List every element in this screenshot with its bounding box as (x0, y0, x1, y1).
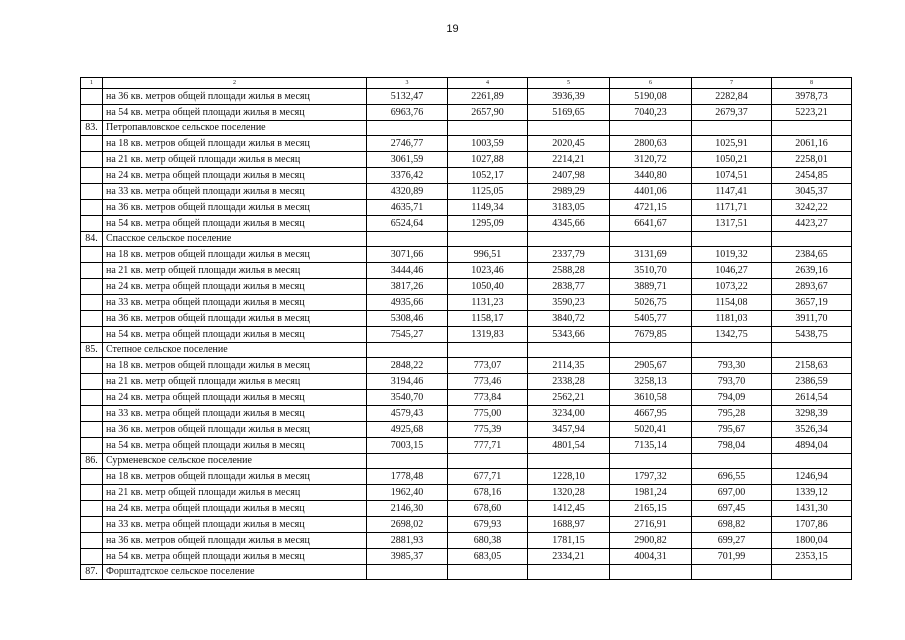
value-cell: 2158,63 (772, 358, 852, 374)
value-cell: 3440,80 (610, 168, 692, 184)
value-cell: 683,05 (448, 549, 528, 565)
value-cell: 7545,27 (367, 327, 448, 343)
tariff-table (80, 77, 852, 580)
value-cell: 2214,21 (528, 152, 610, 168)
row-label: на 33 кв. метра общей площади жилья в месяц (103, 517, 367, 533)
value-cell: 2838,77 (528, 279, 610, 295)
value-cell: 680,38 (448, 533, 528, 549)
value-cell: 2384,65 (772, 247, 852, 263)
value-cell: 1317,51 (692, 216, 772, 232)
value-cell: 2454,85 (772, 168, 852, 184)
value-cell: 3120,72 (610, 152, 692, 168)
value-cell: 2261,89 (448, 89, 528, 105)
value-cell: 5308,46 (367, 311, 448, 327)
empty-cell (81, 200, 103, 216)
column-number: 6 (610, 78, 692, 89)
value-cell: 2334,21 (528, 549, 610, 565)
value-cell: 2614,54 (772, 390, 852, 406)
empty-cell (610, 343, 692, 358)
value-cell: 3183,05 (528, 200, 610, 216)
row-label: на 36 кв. метров общей площади жилья в месяц (103, 533, 367, 549)
empty-cell (81, 152, 103, 168)
value-cell: 1073,22 (692, 279, 772, 295)
table-row (81, 406, 852, 422)
value-cell: 1158,17 (448, 311, 528, 327)
value-cell: 4894,04 (772, 438, 852, 454)
empty-cell (81, 549, 103, 565)
value-cell: 775,39 (448, 422, 528, 438)
value-cell: 6963,76 (367, 105, 448, 121)
value-cell: 795,67 (692, 422, 772, 438)
empty-cell (610, 454, 692, 469)
value-cell: 4635,71 (367, 200, 448, 216)
settlement-header-row (81, 565, 852, 580)
value-cell: 3045,37 (772, 184, 852, 200)
empty-cell (772, 454, 852, 469)
value-cell: 773,84 (448, 390, 528, 406)
value-cell: 1023,46 (448, 263, 528, 279)
empty-cell (367, 454, 448, 469)
empty-cell (448, 454, 528, 469)
value-cell: 1797,32 (610, 469, 692, 485)
value-cell: 3657,19 (772, 295, 852, 311)
empty-cell (81, 263, 103, 279)
value-cell: 7040,23 (610, 105, 692, 121)
value-cell: 2338,28 (528, 374, 610, 390)
empty-cell (772, 343, 852, 358)
empty-cell (448, 343, 528, 358)
empty-cell (367, 343, 448, 358)
value-cell: 4935,66 (367, 295, 448, 311)
value-cell: 1320,28 (528, 485, 610, 501)
empty-cell (81, 89, 103, 105)
empty-cell (528, 343, 610, 358)
value-cell: 1342,75 (692, 327, 772, 343)
value-cell: 3131,69 (610, 247, 692, 263)
value-cell: 678,60 (448, 501, 528, 517)
value-cell: 3936,39 (528, 89, 610, 105)
empty-cell (528, 121, 610, 136)
value-cell: 3234,00 (528, 406, 610, 422)
value-cell: 1781,15 (528, 533, 610, 549)
row-label: на 21 кв. метр общей площади жилья в месяц (103, 263, 367, 279)
table-row (81, 327, 852, 343)
empty-cell (81, 517, 103, 533)
settlement-header-row (81, 232, 852, 247)
empty-cell (772, 232, 852, 247)
settlement-name: Петропавловское сельское поселение (103, 121, 367, 136)
empty-cell (367, 232, 448, 247)
table-row (81, 549, 852, 565)
value-cell: 696,55 (692, 469, 772, 485)
table-row (81, 438, 852, 454)
value-cell: 2282,84 (692, 89, 772, 105)
row-label: на 18 кв. метров общей площади жилья в месяц (103, 469, 367, 485)
empty-cell (610, 121, 692, 136)
settlement-name: Степное сельское поселение (103, 343, 367, 358)
value-cell: 3978,73 (772, 89, 852, 105)
value-cell: 1778,48 (367, 469, 448, 485)
value-cell: 2800,63 (610, 136, 692, 152)
empty-cell (692, 121, 772, 136)
empty-cell (528, 454, 610, 469)
value-cell: 4004,31 (610, 549, 692, 565)
value-cell: 1800,04 (772, 533, 852, 549)
value-cell: 3510,70 (610, 263, 692, 279)
empty-cell (81, 406, 103, 422)
row-label: на 54 кв. метра общей площади жилья в месяц (103, 327, 367, 343)
column-number: 3 (367, 78, 448, 89)
value-cell: 677,71 (448, 469, 528, 485)
value-cell: 3840,72 (528, 311, 610, 327)
value-cell: 2848,22 (367, 358, 448, 374)
value-cell: 2679,37 (692, 105, 772, 121)
value-cell: 2905,67 (610, 358, 692, 374)
row-label: на 21 кв. метр общей площади жилья в месяц (103, 152, 367, 168)
table-row (81, 517, 852, 533)
value-cell: 1147,41 (692, 184, 772, 200)
table-row (81, 422, 852, 438)
row-label: на 33 кв. метра общей площади жилья в месяц (103, 406, 367, 422)
row-label: на 54 кв. метра общей площади жилья в месяц (103, 105, 367, 121)
empty-cell (81, 105, 103, 121)
empty-cell (81, 390, 103, 406)
value-cell: 3194,46 (367, 374, 448, 390)
value-cell: 5343,66 (528, 327, 610, 343)
empty-cell (81, 279, 103, 295)
value-cell: 7003,15 (367, 438, 448, 454)
value-cell: 1074,51 (692, 168, 772, 184)
table-body (81, 78, 852, 580)
value-cell: 1246,94 (772, 469, 852, 485)
value-cell: 1171,71 (692, 200, 772, 216)
row-label: на 18 кв. метров общей площади жилья в месяц (103, 247, 367, 263)
value-cell: 5169,65 (528, 105, 610, 121)
value-cell: 7135,14 (610, 438, 692, 454)
table-row (81, 184, 852, 200)
row-label: на 24 кв. метра общей площади жилья в месяц (103, 279, 367, 295)
value-cell: 2989,29 (528, 184, 610, 200)
value-cell: 1046,27 (692, 263, 772, 279)
value-cell: 1431,30 (772, 501, 852, 517)
table-row (81, 469, 852, 485)
value-cell: 1228,10 (528, 469, 610, 485)
value-cell: 2061,16 (772, 136, 852, 152)
column-number: 4 (448, 78, 528, 89)
value-cell: 1295,09 (448, 216, 528, 232)
empty-cell (772, 121, 852, 136)
row-label: на 36 кв. метров общей площади жилья в месяц (103, 311, 367, 327)
empty-cell (772, 565, 852, 580)
empty-cell (81, 469, 103, 485)
table-row (81, 374, 852, 390)
value-cell: 2746,77 (367, 136, 448, 152)
value-cell: 5020,41 (610, 422, 692, 438)
settlement-number: 84. (81, 232, 103, 247)
value-cell: 697,45 (692, 501, 772, 517)
empty-cell (81, 438, 103, 454)
value-cell: 1154,08 (692, 295, 772, 311)
value-cell: 1339,12 (772, 485, 852, 501)
value-cell: 793,30 (692, 358, 772, 374)
table-row (81, 89, 852, 105)
empty-cell (692, 565, 772, 580)
row-label: на 21 кв. метр общей площади жилья в месяц (103, 374, 367, 390)
value-cell: 5438,75 (772, 327, 852, 343)
value-cell: 3071,66 (367, 247, 448, 263)
value-cell: 3061,59 (367, 152, 448, 168)
value-cell: 6524,64 (367, 216, 448, 232)
value-cell: 4667,95 (610, 406, 692, 422)
empty-cell (692, 343, 772, 358)
empty-cell (692, 454, 772, 469)
value-cell: 1025,91 (692, 136, 772, 152)
value-cell: 2588,28 (528, 263, 610, 279)
value-cell: 4345,66 (528, 216, 610, 232)
empty-cell (610, 565, 692, 580)
value-cell: 3911,70 (772, 311, 852, 327)
value-cell: 2716,91 (610, 517, 692, 533)
value-cell: 1052,17 (448, 168, 528, 184)
value-cell: 4401,06 (610, 184, 692, 200)
value-cell: 3610,58 (610, 390, 692, 406)
value-cell: 5132,47 (367, 89, 448, 105)
table-row (81, 358, 852, 374)
value-cell: 793,70 (692, 374, 772, 390)
row-label: на 21 кв. метр общей площади жилья в месяц (103, 485, 367, 501)
value-cell: 3242,22 (772, 200, 852, 216)
row-label: на 18 кв. метров общей площади жилья в месяц (103, 136, 367, 152)
table-row (81, 390, 852, 406)
empty-cell (81, 168, 103, 184)
value-cell: 2114,35 (528, 358, 610, 374)
value-cell: 2881,93 (367, 533, 448, 549)
value-cell: 5190,08 (610, 89, 692, 105)
value-cell: 4721,15 (610, 200, 692, 216)
empty-cell (367, 121, 448, 136)
column-number: 2 (103, 78, 367, 89)
empty-cell (692, 232, 772, 247)
value-cell: 3444,46 (367, 263, 448, 279)
value-cell: 2562,21 (528, 390, 610, 406)
row-label: на 24 кв. метра общей площади жилья в месяц (103, 168, 367, 184)
value-cell: 3590,23 (528, 295, 610, 311)
value-cell: 2146,30 (367, 501, 448, 517)
settlement-number: 85. (81, 343, 103, 358)
empty-cell (367, 565, 448, 580)
value-cell: 777,71 (448, 438, 528, 454)
settlement-name: Сурменевское сельское поселение (103, 454, 367, 469)
row-label: на 33 кв. метра общей площади жилья в месяц (103, 295, 367, 311)
empty-cell (81, 422, 103, 438)
row-label: на 36 кв. метров общей площади жилья в месяц (103, 89, 367, 105)
value-cell: 2657,90 (448, 105, 528, 121)
empty-cell (528, 232, 610, 247)
value-cell: 1319,83 (448, 327, 528, 343)
settlement-name: Спасское сельское поселение (103, 232, 367, 247)
table-row (81, 533, 852, 549)
value-cell: 794,09 (692, 390, 772, 406)
row-label: на 54 кв. метра общей площади жилья в месяц (103, 438, 367, 454)
value-cell: 3540,70 (367, 390, 448, 406)
value-cell: 3258,13 (610, 374, 692, 390)
value-cell: 2407,98 (528, 168, 610, 184)
settlement-header-row (81, 343, 852, 358)
column-number: 7 (692, 78, 772, 89)
value-cell: 773,46 (448, 374, 528, 390)
column-number-row (81, 78, 852, 89)
table-row (81, 279, 852, 295)
value-cell: 1412,45 (528, 501, 610, 517)
value-cell: 3889,71 (610, 279, 692, 295)
value-cell: 5026,75 (610, 295, 692, 311)
value-cell: 4320,89 (367, 184, 448, 200)
value-cell: 679,93 (448, 517, 528, 533)
value-cell: 1027,88 (448, 152, 528, 168)
value-cell: 3376,42 (367, 168, 448, 184)
row-label: на 36 кв. метров общей площади жилья в месяц (103, 422, 367, 438)
value-cell: 2698,02 (367, 517, 448, 533)
value-cell: 701,99 (692, 549, 772, 565)
value-cell: 4801,54 (528, 438, 610, 454)
table-row (81, 168, 852, 184)
value-cell: 3526,34 (772, 422, 852, 438)
table-row (81, 105, 852, 121)
settlement-number: 83. (81, 121, 103, 136)
table-row (81, 216, 852, 232)
value-cell: 4925,68 (367, 422, 448, 438)
row-label: на 24 кв. метра общей площади жилья в месяц (103, 390, 367, 406)
empty-cell (81, 184, 103, 200)
empty-cell (81, 311, 103, 327)
row-label: на 18 кв. метров общей площади жилья в месяц (103, 358, 367, 374)
value-cell: 2639,16 (772, 263, 852, 279)
settlement-header-row (81, 121, 852, 136)
table-row (81, 247, 852, 263)
empty-cell (81, 501, 103, 517)
value-cell: 2353,15 (772, 549, 852, 565)
value-cell: 775,00 (448, 406, 528, 422)
empty-cell (81, 216, 103, 232)
empty-cell (448, 232, 528, 247)
empty-cell (448, 565, 528, 580)
value-cell: 1131,23 (448, 295, 528, 311)
row-label: на 54 кв. метра общей площади жилья в месяц (103, 549, 367, 565)
value-cell: 2020,45 (528, 136, 610, 152)
empty-cell (81, 247, 103, 263)
value-cell: 3817,26 (367, 279, 448, 295)
column-number: 1 (81, 78, 103, 89)
empty-cell (81, 327, 103, 343)
value-cell: 2337,79 (528, 247, 610, 263)
value-cell: 2900,82 (610, 533, 692, 549)
value-cell: 795,28 (692, 406, 772, 422)
value-cell: 3457,94 (528, 422, 610, 438)
settlement-number: 87. (81, 565, 103, 580)
value-cell: 698,82 (692, 517, 772, 533)
value-cell: 3298,39 (772, 406, 852, 422)
settlement-name: Форштадтское сельское поселение (103, 565, 367, 580)
value-cell: 996,51 (448, 247, 528, 263)
value-cell: 798,04 (692, 438, 772, 454)
empty-cell (81, 533, 103, 549)
value-cell: 1125,05 (448, 184, 528, 200)
value-cell: 678,16 (448, 485, 528, 501)
value-cell: 1050,40 (448, 279, 528, 295)
value-cell: 2386,59 (772, 374, 852, 390)
empty-cell (528, 565, 610, 580)
column-number: 5 (528, 78, 610, 89)
value-cell: 1019,32 (692, 247, 772, 263)
value-cell: 2165,15 (610, 501, 692, 517)
empty-cell (448, 121, 528, 136)
table-row (81, 200, 852, 216)
table-row (81, 136, 852, 152)
value-cell: 1707,86 (772, 517, 852, 533)
table-row (81, 485, 852, 501)
value-cell: 1688,97 (528, 517, 610, 533)
empty-cell (81, 136, 103, 152)
settlement-number: 86. (81, 454, 103, 469)
value-cell: 1149,34 (448, 200, 528, 216)
empty-cell (610, 232, 692, 247)
empty-cell (81, 485, 103, 501)
empty-cell (81, 295, 103, 311)
column-number: 8 (772, 78, 852, 89)
value-cell: 3985,37 (367, 549, 448, 565)
empty-cell (81, 374, 103, 390)
row-label: на 24 кв. метра общей площади жилья в месяц (103, 501, 367, 517)
table-row (81, 295, 852, 311)
empty-cell (81, 358, 103, 374)
value-cell: 697,00 (692, 485, 772, 501)
value-cell: 773,07 (448, 358, 528, 374)
value-cell: 5223,21 (772, 105, 852, 121)
row-label: на 36 кв. метров общей площади жилья в месяц (103, 200, 367, 216)
settlement-header-row (81, 454, 852, 469)
row-label: на 33 кв. метра общей площади жилья в месяц (103, 184, 367, 200)
value-cell: 1962,40 (367, 485, 448, 501)
value-cell: 6641,67 (610, 216, 692, 232)
table-row (81, 311, 852, 327)
page-number: 19 (446, 23, 459, 35)
value-cell: 5405,77 (610, 311, 692, 327)
row-label: на 54 кв. метра общей площади жилья в месяц (103, 216, 367, 232)
value-cell: 1050,21 (692, 152, 772, 168)
value-cell: 4423,27 (772, 216, 852, 232)
value-cell: 699,27 (692, 533, 772, 549)
value-cell: 1003,59 (448, 136, 528, 152)
value-cell: 7679,85 (610, 327, 692, 343)
value-cell: 2893,67 (772, 279, 852, 295)
table-row (81, 263, 852, 279)
table-row (81, 501, 852, 517)
value-cell: 2258,01 (772, 152, 852, 168)
table-row (81, 152, 852, 168)
value-cell: 4579,43 (367, 406, 448, 422)
value-cell: 1981,24 (610, 485, 692, 501)
value-cell: 1181,03 (692, 311, 772, 327)
